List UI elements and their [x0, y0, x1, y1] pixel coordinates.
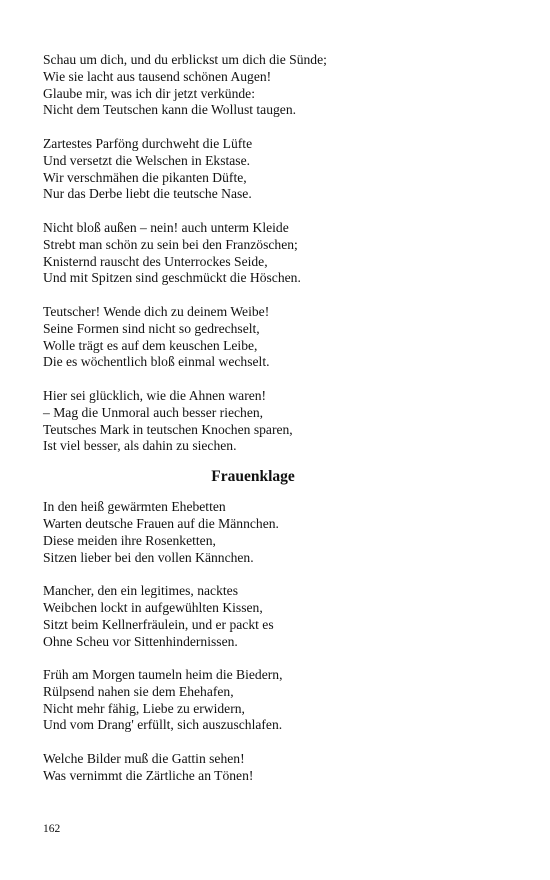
stanza: [43, 499, 463, 566]
verse-line: Schau um dich, und du erblickst um dich die Sünde;: [43, 52, 327, 67]
verse-line: Zartestes Parföng durchweht die Lüfte: [43, 135, 253, 151]
verse-line: Wolle trägt es auf dem keuschen Leibe,: [43, 337, 258, 353]
poem-title: Frauenklage: [211, 468, 295, 486]
verse-line: Mancher, den ein legitimes, nacktes: [43, 583, 238, 599]
verse-line: Ohne Scheu vor Sittenhindernissen.: [43, 633, 238, 649]
verse-line: Früh am Morgen taumeln heim die Biedern,: [43, 667, 283, 683]
stanza: [43, 583, 463, 650]
page-number: 162: [43, 823, 61, 835]
verse-line: Wie sie lacht aus tausend schönen Augen!: [43, 68, 272, 84]
verse-line: Rülpsend nahen sie dem Ehehafen,: [43, 683, 234, 699]
verse-line: Seine Formen sind nicht so gedrechselt,: [43, 320, 260, 336]
verse-line: Die es wöchentlich bloß einmal wechselt.: [43, 354, 270, 370]
verse-line: Teutsches Mark in teutschen Knochen sparen,: [43, 421, 293, 437]
verse-line: Nicht bloß außen – nein! auch unterm Kleide: [43, 219, 289, 235]
verse-line: Teutscher! Wende dich zu deinem Weibe!: [43, 303, 270, 319]
verse-line: Nicht mehr fähig, Liebe zu erwidern,: [43, 700, 245, 716]
verse-line: Hier sei glücklich, wie die Ahnen waren!: [43, 387, 267, 403]
verse-line: – Mag die Unmoral auch besser riechen,: [43, 404, 264, 420]
poem-frauenklage: [43, 467, 463, 785]
stanza: [43, 52, 463, 119]
verse-line: Diese meiden ihre Rosenketten,: [43, 532, 216, 548]
verse-line: Was vernimmt die Zärtliche an Tönen!: [43, 767, 254, 783]
verse-line: Sitzt beim Kellnerfräulein, und er packt es: [43, 616, 274, 632]
verse-line: Weibchen lockt in aufgewühlten Kissen,: [43, 599, 263, 615]
stanza: [43, 220, 463, 287]
stanza: [43, 388, 463, 455]
poem-untitled: [43, 52, 463, 455]
verse-line: Nicht dem Teutschen kann die Wollust taugen.: [43, 102, 297, 118]
verse-line: Strebt man schön zu sein bei den Französchen;: [43, 236, 298, 252]
verse-line: Ist viel besser, als dahin zu siechen.: [43, 438, 237, 454]
verse-line: Welche Bilder muß die Gattin sehen!: [43, 751, 245, 767]
verse-line: Und versetzt die Welschen in Ekstase.: [43, 152, 251, 168]
verse-line: Und mit Spitzen sind geschmückt die Höschen.: [43, 270, 301, 286]
verse-line: In den heiß gewärmten Ehebetten: [43, 499, 226, 515]
verse-line: Warten deutsche Frauen auf die Männchen.: [43, 515, 279, 531]
stanza: [43, 304, 463, 371]
stanza: [43, 751, 463, 785]
verse-line: Nur das Derbe liebt die teutsche Nase.: [43, 186, 252, 202]
verse-line: Und vom Drang' erfüllt, sich auszuschlafen.: [43, 717, 283, 733]
verse-line: Knisternd rauscht des Unterrockes Seide,: [43, 253, 268, 269]
stanza: [43, 667, 463, 734]
page-body: [43, 52, 463, 785]
verse-line: Glaube mir, was ich dir jetzt verkünde:: [43, 85, 255, 101]
stanza: [43, 136, 463, 203]
verse-line: Wir verschmähen die pikanten Düfte,: [43, 169, 247, 185]
verse-line: Sitzen lieber bei den vollen Kännchen.: [43, 549, 254, 565]
